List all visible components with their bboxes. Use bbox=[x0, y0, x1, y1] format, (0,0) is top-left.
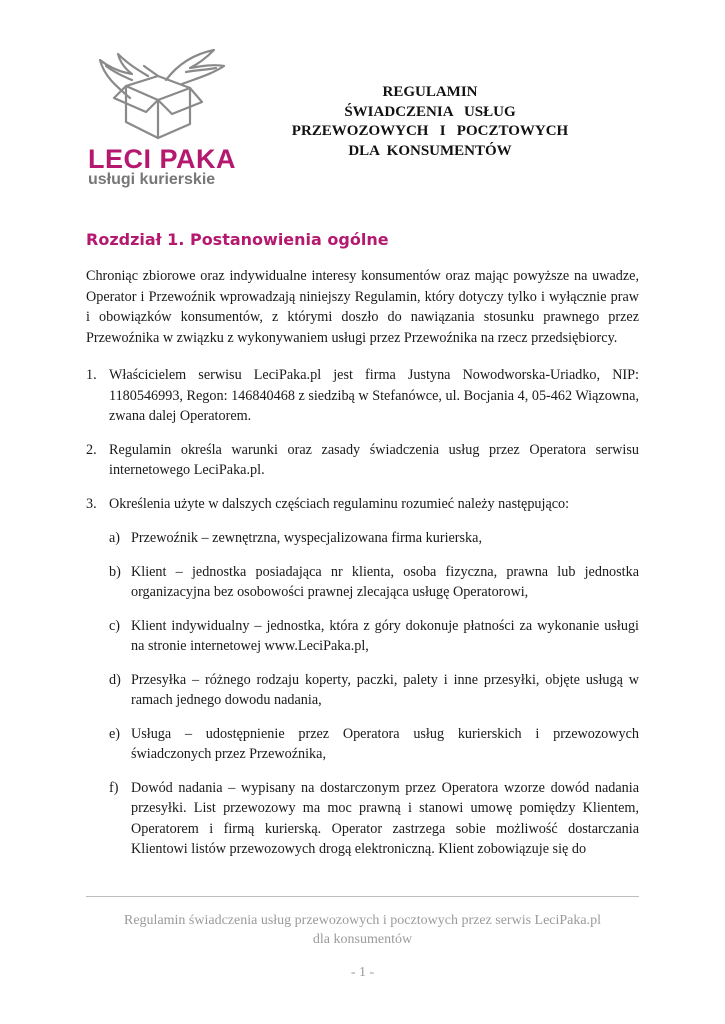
definition-item bbox=[86, 778, 639, 860]
definition-item bbox=[86, 562, 639, 603]
list-item bbox=[86, 494, 639, 515]
definition-letter: c) bbox=[109, 617, 121, 634]
definition-text: Usługa – udostępnienie przez Operatora usług kurierskich i przewozowych świadczonych przez Przewoźnika, bbox=[131, 725, 639, 762]
logo-subtitle: usługi kurierskie bbox=[88, 171, 216, 188]
list-item bbox=[86, 440, 639, 481]
item-number: 3. bbox=[86, 495, 97, 512]
title-line-1: REGULAMIN bbox=[382, 84, 478, 100]
definition-text: Przesyłka – różnego rodzaju koperty, paczki, palety i inne przesyłki, objęte usługą w ramach jednego dowodu nadania, bbox=[131, 671, 639, 708]
definition-text: Klient indywidualny – jednostka, która z góry dokonuje płatności za wykonanie usługi na stronie internetowej www.LeciPaka.pl, bbox=[131, 617, 639, 654]
item-number: 2. bbox=[86, 441, 97, 458]
list-item bbox=[86, 365, 639, 427]
item-text: Regulamin określa warunki oraz zasady świadczenia usług przez Operatora serwisu internetowego LeciPaka.pl. bbox=[109, 441, 639, 478]
definition-text: Klient – jednostka posiadająca nr klienta, osoba fizyczna, prawna lub jednostka organizacyjna bez osobowości prawnej zlecająca usługę Operatorowi, bbox=[131, 563, 639, 600]
document-title bbox=[270, 83, 590, 161]
footer-line-2: dla konsumentów bbox=[312, 932, 413, 947]
logo-name: LECI PAKA bbox=[88, 144, 237, 174]
definition-text: Przewoźnik – zewnętrzna, wyspecjalizowana firma kurierska, bbox=[131, 530, 482, 546]
title-line-4: DLA KONSUMENTÓW bbox=[348, 142, 512, 159]
document-body bbox=[86, 266, 639, 860]
definition-letter: d) bbox=[109, 671, 121, 688]
definition-item bbox=[86, 724, 639, 765]
definition-letter: f) bbox=[109, 779, 119, 796]
page-number: - 1 - bbox=[350, 965, 375, 980]
winged-box-icon bbox=[86, 46, 236, 146]
footer-line-1: Regulamin świadczenia usług przewozowych i pocztowych przez serwis LeciPaka.pl bbox=[124, 913, 601, 928]
item-number: 1. bbox=[86, 367, 97, 383]
definition-letter: e) bbox=[109, 725, 121, 742]
definition-item bbox=[86, 616, 639, 657]
definitions-list bbox=[86, 528, 639, 860]
item-text: Określenia użyte w dalszych częściach regulaminu rozumieć należy następująco: bbox=[109, 495, 570, 512]
page-footer bbox=[86, 911, 639, 949]
definition-letter: a) bbox=[109, 530, 121, 546]
definition-letter: b) bbox=[109, 563, 121, 580]
definition-item bbox=[86, 670, 639, 711]
title-line-2: ŚWIADCZENIA USŁUG bbox=[344, 103, 516, 120]
definition-item bbox=[86, 528, 639, 549]
definition-text: Dowód nadania – wypisany na dostarczonym przez Operatora wzorze dowód nadania przesyłki. List przewozowy ma moc prawną i stanowi umowę pomiędzy Klientem, Operatorem i firmą kurierską. Operator zastrzega sobie możliwość dostarczania Klientowi listów przewozowych drogą elektroniczną. Klient zobowiązuje się do bbox=[131, 779, 639, 857]
title-line-3: PRZEWOZOWYCH I POCZTOWYCH bbox=[291, 123, 569, 139]
logo bbox=[86, 46, 236, 194]
footer-divider bbox=[86, 896, 639, 897]
item-text: Właścicielem serwisu LeciPaka.pl jest firma Justyna Nowodworska-Uriadko, NIP: 1180546993, Regon: 146840468 z siedzibą w Stefanówce, ul. Bocjania 4, 05-462 Wiązowna, zwana dalej Operatorem. bbox=[109, 367, 639, 424]
intro-paragraph: Chroniąc zbiorowe oraz indywidualne interesy konsumentów oraz mając powyższe na uwadze, Operator i Przewoźnik wprowadzają niniejszy Regulamin, który dotyczy tylko i wyłącznie praw i obowiązków konsumentów, z którymi doszło do nawiązania stosunku prawnego przez Przewoźnika w związku z wykonywaniem usługi przez Przewoźnika na rzecz przedsiębiorcy. bbox=[86, 268, 639, 346]
chapter-heading: Rozdział 1. Postanowienia ogólne bbox=[86, 230, 389, 249]
